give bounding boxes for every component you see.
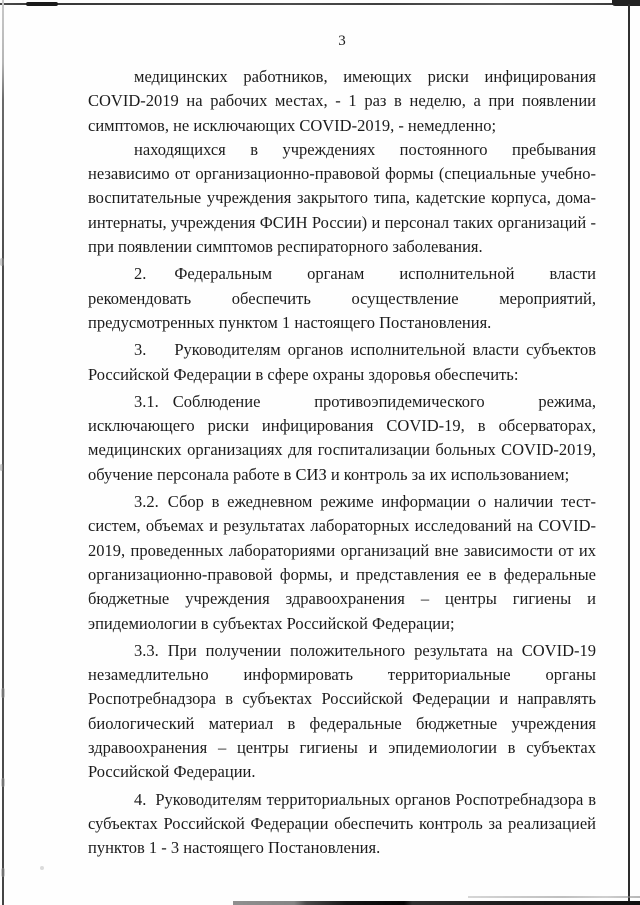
paragraph-number: 3. xyxy=(134,340,147,360)
document-paragraph xyxy=(88,262,596,335)
paragraph-text: Соблюдение противоэпидемического режима, исключающего риски инфицирования COVID-19, в обсерваторах, медицинских организациях для госпитализации больных COVID-2019, обучение персонала работе в СИЗ и контроль за их использованием; xyxy=(88,391,596,484)
document-paragraph xyxy=(88,65,596,138)
scan-blob-top-right xyxy=(612,0,640,6)
document-page xyxy=(88,33,596,861)
scan-smudge xyxy=(0,258,4,266)
paragraph-text: медицинских работников, имеющих риски инфицирования COVID-2019 на рабочих местах, - 1 раз в неделю, а при появлении симптомов, не исключающих COVID-2019, - немедленно; xyxy=(88,67,596,135)
paragraph-number: 2. xyxy=(134,264,147,284)
page-number: 3 xyxy=(338,33,346,49)
paragraph-number: 3.2. xyxy=(134,492,159,512)
scan-smudge xyxy=(0,464,3,471)
paragraph-text: Сбор в ежедневном режиме информации о наличии тест-систем, объемах и результатах лабораторных исследований на COVID-2019, проведенных лабораториями организаций вне зависимости от их организационно-правовой формы, и представления ее в федеральные бюджетные учреждения здравоохранения – центры гигиены и эпидемиологии в субъектах Российской Федерации; xyxy=(88,492,596,633)
paragraph-text: находящихся в учреждениях постоянного пребывания независимо от организационно-правовой формы (специальные учебно-воспитательные учреждения закрытого типа, кадетские корпуса, дома-интернаты, учреждения ФСИН России) и персонал таких организаций - при появлении симптомов респираторного заболевания. xyxy=(88,139,596,257)
scan-line-bottom-faint xyxy=(468,896,640,898)
scan-smudge xyxy=(1,688,5,698)
document-paragraph xyxy=(88,138,596,259)
scan-border-left xyxy=(2,0,4,905)
scan-border-top xyxy=(0,3,640,5)
scan-smudge xyxy=(1,778,5,787)
scan-smudge xyxy=(1,868,5,877)
scan-blob-top-left xyxy=(26,2,58,6)
document-paragraph xyxy=(88,639,596,785)
paragraph-number: 3.3. xyxy=(134,640,159,660)
document-paragraph xyxy=(88,788,596,861)
paragraph-text: Руководителям органов исполнительной власти субъектов Российской Федерации в сфере охраны здоровья обеспечить: xyxy=(88,340,596,384)
document-paragraph xyxy=(88,390,596,487)
paragraph-text: Федеральным органам исполнительной власти рекомендовать обеспечить осуществление мероприятий, предусмотренных пунктом 1 настоящего Постановления. xyxy=(88,264,596,332)
scan-bar-bottom xyxy=(233,901,640,905)
scan-smudge xyxy=(40,866,44,870)
paragraph-text: Руководителям территориальных органов Роспотребнадзора в субъектах Российской Федерации обеспечить контроль за реализацией пунктов 1 - 3 настоящего Постановления. xyxy=(88,789,596,858)
document-paragraph xyxy=(88,338,596,387)
paragraph-number: 4. xyxy=(134,789,147,809)
paragraph-number: 3.1. xyxy=(134,391,159,411)
scan-border-right xyxy=(628,4,630,905)
paragraph-text: При получении положительного результата на COVID-19 незамедлительно информировать территориальные органы Роспотребнадзора в субъектах Российской Федерации и направлять биологический материал в федеральные бюджетные учреждения здравоохранения – центры гигиены и эпидемиологии в субъектах Российской Федерации. xyxy=(88,640,596,782)
document-paragraph xyxy=(88,490,596,636)
